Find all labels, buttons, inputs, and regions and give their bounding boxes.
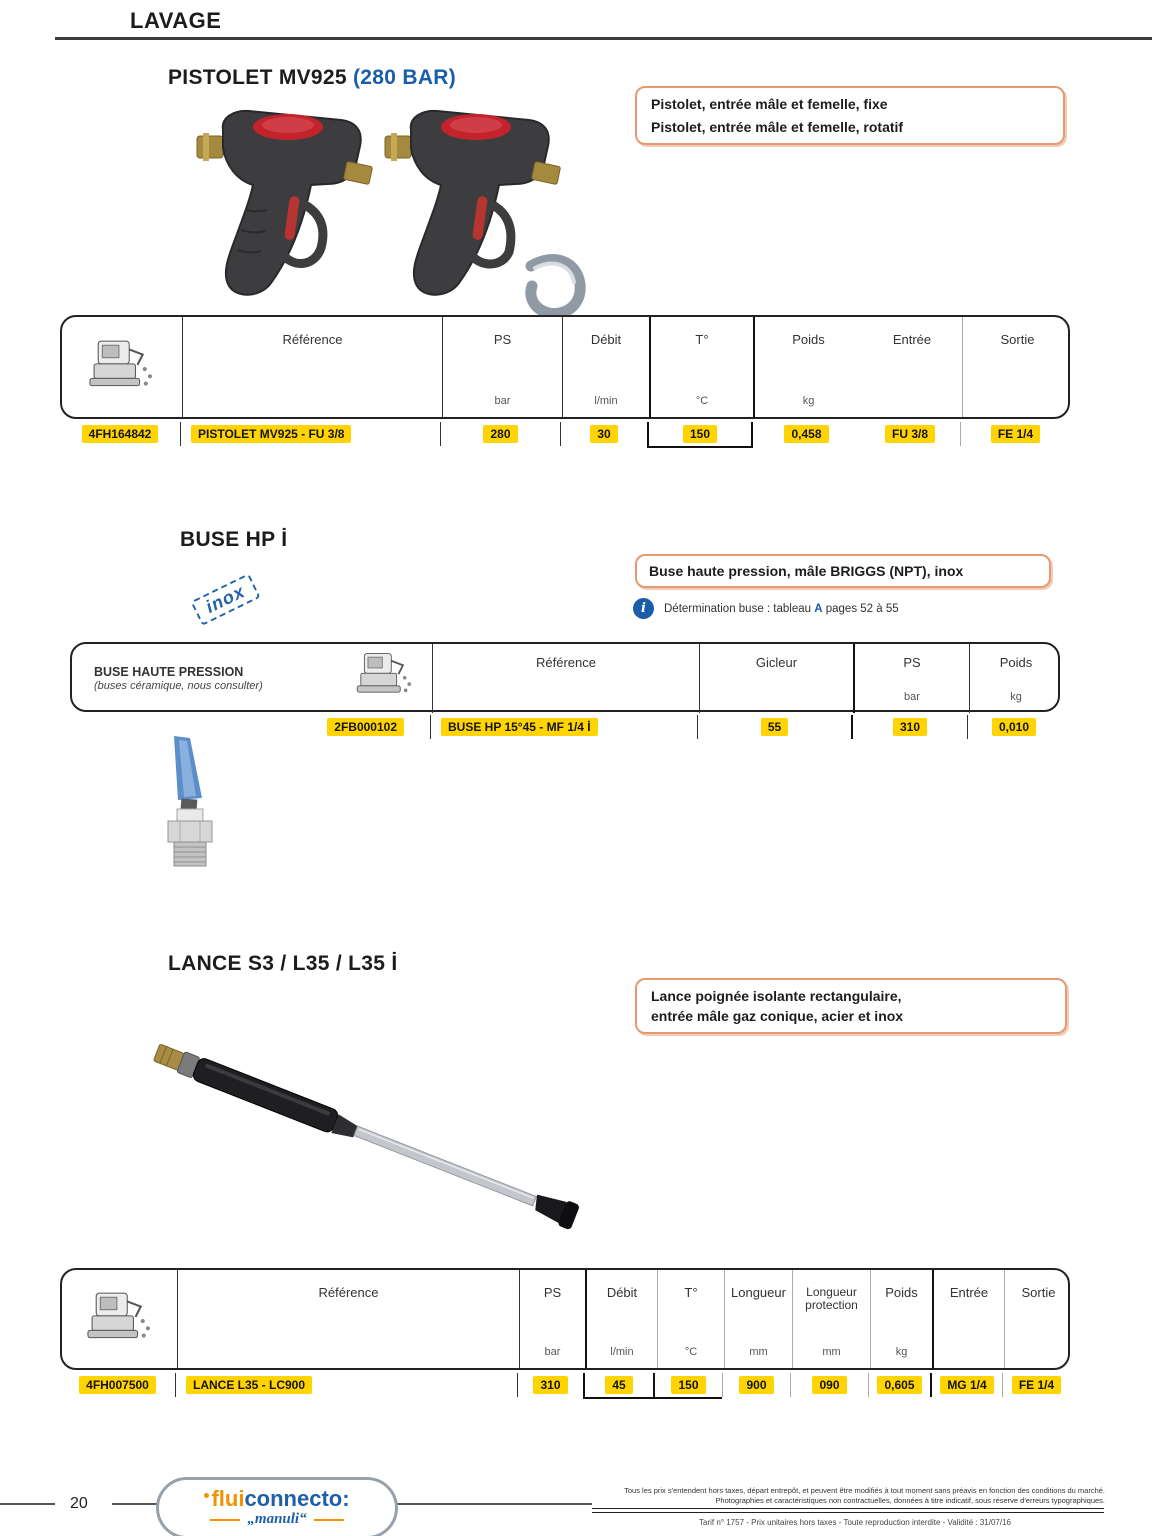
t1-col-sortie: Sortie <box>962 317 1072 417</box>
pistolet-title-text: PISTOLET MV925 <box>168 66 347 89</box>
fine-print-line2: Photographies et caractéristiques non contractuelles, données à titre indicatif, sous réserve d'erreurs typographiques. <box>715 1496 1105 1506</box>
t3-longueur-protection: 090 <box>812 1376 846 1394</box>
t1-poids: 0,458 <box>784 425 828 443</box>
footer-rule-mid <box>112 1503 158 1505</box>
t1-col-ps: PS bar <box>442 317 562 417</box>
t3-col-debit: Débit l/min <box>585 1270 657 1368</box>
t1-ps: 280 <box>483 425 517 443</box>
buse-table-title: BUSE HAUTE PRESSION <box>94 664 244 679</box>
buse-info-line <box>633 598 899 619</box>
pistolet-callout <box>635 86 1065 145</box>
buse-callout: Buse haute pression, mâle BRIGGS (NPT), inox <box>635 554 1051 588</box>
inox-badge: inox <box>190 573 260 626</box>
t3-col-ps: PS bar <box>519 1270 585 1368</box>
t3-entree: MG 1/4 <box>940 1376 993 1394</box>
pistolet-table-row <box>60 422 1070 448</box>
lance-table-row <box>60 1373 1070 1399</box>
t1-col-entree: Entrée <box>892 332 932 347</box>
buse-info-page-link[interactable]: A <box>814 602 823 615</box>
lance-callout-line1: Lance poignée isolante rectangulaire, <box>651 988 902 1004</box>
logo-text-flui: flui <box>211 1486 245 1511</box>
section-title-buse: BUSE HP İ <box>180 528 288 551</box>
pistolet-callout-line1: Pistolet, entrée mâle et femelle, fixe <box>651 96 888 112</box>
logo-text-connecto: connecto: <box>244 1486 350 1511</box>
t3-poids: 0,605 <box>877 1376 921 1394</box>
t2-col-reference: Référence <box>432 644 699 713</box>
t1-col-poids: Poids kg <box>792 332 825 407</box>
t2-col-gicleur: Gicleur <box>699 644 853 713</box>
t2-col-ps: PS bar <box>853 644 969 713</box>
section-title-lance: LANCE S3 / L35 / L35 İ <box>168 952 398 975</box>
t2-col-poids: Poids kg <box>969 644 1062 713</box>
fluiconnecto-logo <box>156 1477 398 1536</box>
t2-gicleur: 55 <box>761 718 788 736</box>
buse-image <box>150 736 240 871</box>
pistolet-image-fixe <box>195 100 395 315</box>
machine-icon <box>62 1270 177 1368</box>
t1-sortie: FE 1/4 <box>991 425 1040 443</box>
footer-rule-left <box>0 1503 55 1505</box>
t2-poids: 0,010 <box>992 718 1036 736</box>
info-circle-icon: i <box>633 598 654 619</box>
footer-fine-print <box>600 1486 1105 1506</box>
swivel-fitting <box>531 260 580 314</box>
lance-callout-line2: entrée mâle gaz conique, acier et inox <box>651 1008 904 1024</box>
fine-print-line1: Tous les prix s'entendent hors taxes, départ entrepôt, et peuvent être modifiés à tout moment sans préavis en fonction des conditions du marché. <box>624 1486 1105 1495</box>
t3-col-poids: Poids kg <box>870 1270 932 1368</box>
t3-col-longueur-protection: Longueur protection mm <box>792 1270 870 1368</box>
t1-reference: PISTOLET MV925 - FU 3/8 <box>191 425 351 443</box>
t1-debit: 30 <box>590 425 617 443</box>
section-title-pistolet <box>168 66 456 90</box>
header-rule <box>55 37 1152 40</box>
buse-table-subtitle: (buses céramique, nous consulter) <box>94 680 263 693</box>
t3-col-sortie: Sortie <box>1004 1270 1072 1368</box>
page-category-title: LAVAGE <box>130 8 222 33</box>
t2-code: 2FB000102 <box>327 718 404 736</box>
t3-ps: 310 <box>533 1376 567 1394</box>
t2-ps: 310 <box>893 718 927 736</box>
t1-col-temperature: T° °C <box>649 317 755 417</box>
t3-col-reference: Référence <box>177 1270 519 1368</box>
lance-image <box>150 1030 620 1235</box>
page-number: 20 <box>70 1495 88 1512</box>
t3-longueur: 900 <box>739 1376 773 1394</box>
t3-debit: 45 <box>605 1376 632 1394</box>
t3-temperature: 150 <box>671 1376 705 1394</box>
t3-code: 4FH007500 <box>79 1376 156 1394</box>
pistolet-image-rotatif <box>383 100 598 325</box>
buse-info-prefix: Détermination buse : tableau <box>664 602 815 615</box>
t1-entree: FU 3/8 <box>885 425 935 443</box>
pistolet-pressure-detail: (280 BAR) <box>353 66 457 89</box>
machine-icon <box>62 317 182 417</box>
buse-info-suffix: pages 52 à 55 <box>822 602 899 615</box>
t3-reference: LANCE L35 - LC900 <box>186 1376 312 1394</box>
t1-col-debit: Débit l/min <box>562 317 649 417</box>
t1-code: 4FH164842 <box>82 425 159 443</box>
buse-table <box>70 642 1060 739</box>
pistolet-callout-line2: Pistolet, entrée mâle et femelle, rotatif <box>651 119 904 135</box>
t3-sortie: FE 1/4 <box>1012 1376 1061 1394</box>
footer-tariff-line: Tarif n° 1757 - Prix unitaires hors taxes - Toute reproduction interdite - Validité : 31/07/16 <box>699 1518 1011 1527</box>
logo-text-manuli: „manuli“ <box>247 1511 307 1527</box>
footer-rule-right <box>392 1503 592 1505</box>
t1-temperature: 150 <box>683 425 717 443</box>
logo-dash-left <box>210 1519 240 1521</box>
t3-col-longueur: Longueur mm <box>724 1270 792 1368</box>
t3-col-temperature: T° °C <box>657 1270 724 1368</box>
t2-left-header <box>72 644 432 713</box>
logo-dash-right <box>314 1519 344 1521</box>
machine-icon <box>352 650 418 707</box>
lance-table <box>60 1268 1070 1399</box>
lance-callout <box>635 978 1067 1034</box>
logo-dot-icon <box>204 1493 209 1498</box>
t3-col-entree: Entrée <box>932 1270 1004 1368</box>
t1-col-reference: Référence <box>182 317 442 417</box>
footer-double-rule <box>592 1508 1104 1513</box>
pistolet-table <box>60 315 1070 448</box>
t2-reference: BUSE HP 15°45 - MF 1/4 İ <box>441 718 598 736</box>
